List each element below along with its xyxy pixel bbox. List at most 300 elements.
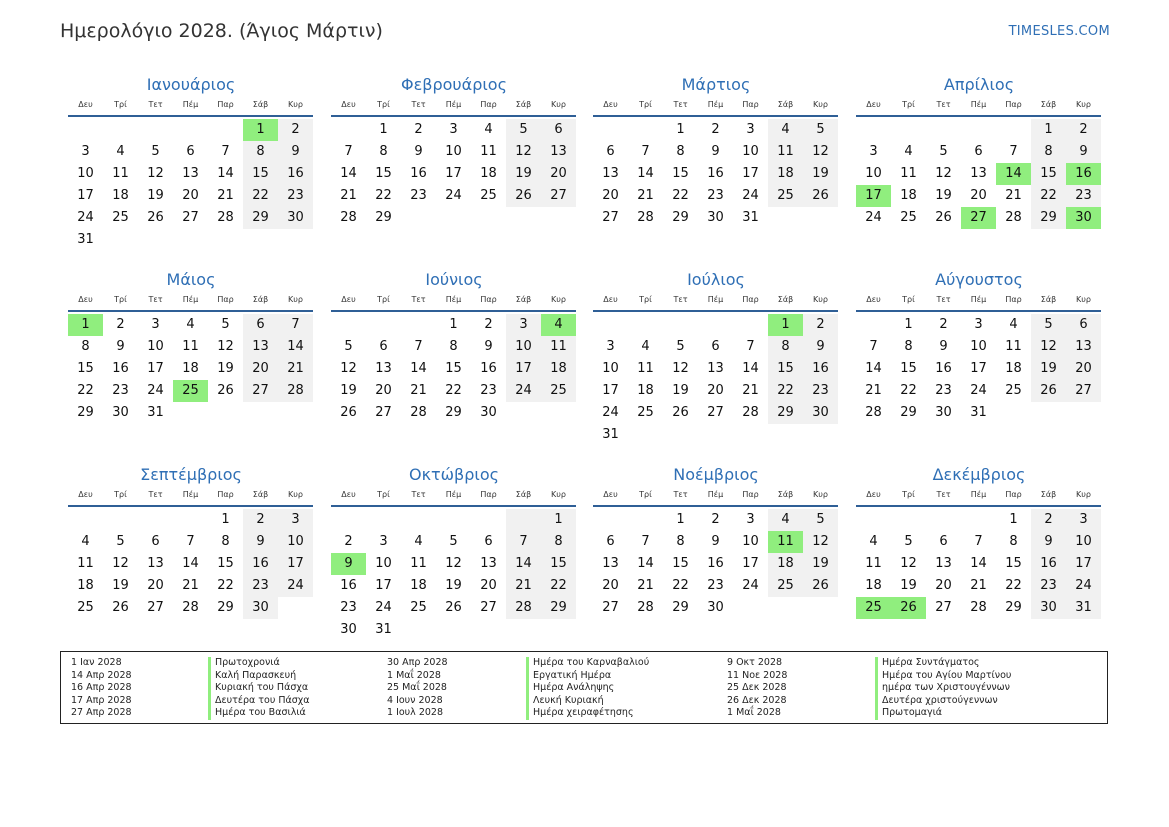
day-cell[interactable]: 12 — [672, 361, 689, 376]
day-cell[interactable]: 16 — [935, 361, 952, 376]
day-cell[interactable]: 18 — [1005, 361, 1022, 376]
day-cell[interactable]: 9 — [711, 534, 720, 549]
day-cell[interactable]: 31 — [970, 405, 987, 420]
holiday-day-cell[interactable]: 14 — [996, 163, 1031, 185]
day-cell[interactable]: 19 — [147, 188, 164, 203]
day-cell[interactable]: 14 — [865, 361, 882, 376]
day-cell[interactable]: 13 — [602, 166, 619, 181]
day-cell[interactable]: 8 — [243, 141, 278, 163]
day-cell[interactable]: 27 — [707, 405, 724, 420]
holiday-day-cell[interactable]: 1 — [68, 314, 103, 336]
day-cell[interactable]: 18 — [182, 361, 199, 376]
day-cell[interactable]: 30 — [803, 402, 838, 424]
day-cell[interactable]: 10 — [147, 339, 164, 354]
day-cell[interactable]: 21 — [217, 188, 234, 203]
day-cell[interactable]: 7 — [974, 534, 983, 549]
day-cell[interactable]: 23 — [1031, 575, 1066, 597]
day-cell[interactable]: 21 — [970, 578, 987, 593]
day-cell[interactable]: 18 — [637, 383, 654, 398]
day-cell[interactable]: 24 — [77, 210, 94, 225]
day-cell[interactable]: 26 — [445, 600, 462, 615]
day-cell[interactable]: 7 — [414, 339, 423, 354]
day-cell[interactable]: 3 — [81, 144, 90, 159]
day-cell[interactable]: 6 — [484, 534, 493, 549]
day-cell[interactable]: 21 — [742, 383, 759, 398]
day-cell[interactable]: 1 — [904, 317, 913, 332]
day-cell[interactable]: 19 — [900, 578, 917, 593]
day-cell[interactable]: 19 — [803, 163, 838, 185]
day-cell[interactable]: 15 — [1005, 556, 1022, 571]
day-cell[interactable]: 3 — [869, 144, 878, 159]
day-cell[interactable]: 13 — [375, 361, 392, 376]
day-cell[interactable]: 24 — [506, 380, 541, 402]
day-cell[interactable]: 4 — [641, 339, 650, 354]
day-cell[interactable]: 14 — [182, 556, 199, 571]
day-cell[interactable]: 20 — [1066, 358, 1101, 380]
day-cell[interactable]: 5 — [151, 144, 160, 159]
day-cell[interactable]: 9 — [116, 339, 125, 354]
day-cell[interactable]: 5 — [344, 339, 353, 354]
day-cell[interactable]: 21 — [278, 358, 313, 380]
day-cell[interactable]: 12 — [217, 339, 234, 354]
day-cell[interactable]: 27 — [375, 405, 392, 420]
day-cell[interactable]: 30 — [243, 597, 278, 619]
day-cell[interactable]: 8 — [768, 336, 803, 358]
day-cell[interactable]: 26 — [112, 600, 129, 615]
day-cell[interactable]: 15 — [77, 361, 94, 376]
day-cell[interactable]: 11 — [410, 556, 427, 571]
day-cell[interactable]: 30 — [707, 210, 724, 225]
day-cell[interactable]: 30 — [707, 600, 724, 615]
day-cell[interactable]: 22 — [672, 578, 689, 593]
day-cell[interactable]: 25 — [112, 210, 129, 225]
day-cell[interactable]: 5 — [939, 144, 948, 159]
day-cell[interactable]: 7 — [506, 531, 541, 553]
day-cell[interactable]: 2 — [1066, 119, 1101, 141]
day-cell[interactable]: 22 — [672, 188, 689, 203]
day-cell[interactable]: 12 — [803, 141, 838, 163]
day-cell[interactable]: 10 — [602, 361, 619, 376]
day-cell[interactable]: 16 — [707, 166, 724, 181]
day-cell[interactable]: 28 — [340, 210, 357, 225]
day-cell[interactable]: 7 — [278, 314, 313, 336]
day-cell[interactable]: 4 — [1009, 317, 1018, 332]
day-cell[interactable]: 25 — [480, 188, 497, 203]
day-cell[interactable]: 20 — [707, 383, 724, 398]
day-cell[interactable]: 19 — [935, 188, 952, 203]
day-cell[interactable]: 18 — [865, 578, 882, 593]
holiday-day-cell[interactable]: 9 — [331, 553, 366, 575]
day-cell[interactable]: 19 — [340, 383, 357, 398]
day-cell[interactable]: 31 — [375, 622, 392, 637]
day-cell[interactable]: 5 — [449, 534, 458, 549]
day-cell[interactable]: 10 — [970, 339, 987, 354]
day-cell[interactable]: 8 — [904, 339, 913, 354]
day-cell[interactable]: 9 — [278, 141, 313, 163]
day-cell[interactable]: 21 — [410, 383, 427, 398]
day-cell[interactable]: 27 — [541, 185, 576, 207]
holiday-day-cell[interactable]: 11 — [768, 531, 803, 553]
day-cell[interactable]: 21 — [1005, 188, 1022, 203]
day-cell[interactable]: 11 — [637, 361, 654, 376]
day-cell[interactable]: 10 — [742, 534, 759, 549]
day-cell[interactable]: 30 — [112, 405, 129, 420]
day-cell[interactable]: 26 — [1031, 380, 1066, 402]
day-cell[interactable]: 20 — [541, 163, 576, 185]
day-cell[interactable]: 26 — [217, 383, 234, 398]
day-cell[interactable]: 23 — [707, 578, 724, 593]
day-cell[interactable]: 24 — [742, 188, 759, 203]
day-cell[interactable]: 2 — [803, 314, 838, 336]
day-cell[interactable]: 4 — [768, 509, 803, 531]
day-cell[interactable]: 18 — [541, 358, 576, 380]
day-cell[interactable]: 4 — [116, 144, 125, 159]
day-cell[interactable]: 12 — [803, 531, 838, 553]
day-cell[interactable]: 23 — [935, 383, 952, 398]
day-cell[interactable]: 14 — [506, 553, 541, 575]
day-cell[interactable]: 10 — [865, 166, 882, 181]
day-cell[interactable]: 23 — [1066, 185, 1101, 207]
holiday-day-cell[interactable]: 30 — [1066, 207, 1101, 229]
day-cell[interactable]: 6 — [379, 339, 388, 354]
day-cell[interactable]: 4 — [904, 144, 913, 159]
day-cell[interactable]: 6 — [151, 534, 160, 549]
day-cell[interactable]: 28 — [410, 405, 427, 420]
day-cell[interactable]: 26 — [803, 185, 838, 207]
holiday-day-cell[interactable]: 16 — [1066, 163, 1101, 185]
day-cell[interactable]: 24 — [742, 578, 759, 593]
day-cell[interactable]: 24 — [375, 600, 392, 615]
day-cell[interactable]: 7 — [344, 144, 353, 159]
day-cell[interactable]: 29 — [768, 402, 803, 424]
day-cell[interactable]: 26 — [340, 405, 357, 420]
day-cell[interactable]: 31 — [147, 405, 164, 420]
day-cell[interactable]: 2 — [484, 317, 493, 332]
day-cell[interactable]: 12 — [1031, 336, 1066, 358]
day-cell[interactable]: 7 — [1009, 144, 1018, 159]
day-cell[interactable]: 17 — [742, 556, 759, 571]
day-cell[interactable]: 27 — [480, 600, 497, 615]
day-cell[interactable]: 8 — [676, 534, 685, 549]
day-cell[interactable]: 5 — [803, 119, 838, 141]
day-cell[interactable]: 11 — [541, 336, 576, 358]
day-cell[interactable]: 4 — [81, 534, 90, 549]
day-cell[interactable]: 15 — [243, 163, 278, 185]
day-cell[interactable]: 22 — [541, 575, 576, 597]
day-cell[interactable]: 2 — [278, 119, 313, 141]
day-cell[interactable]: 24 — [602, 405, 619, 420]
day-cell[interactable]: 1 — [221, 512, 230, 527]
day-cell[interactable]: 9 — [939, 339, 948, 354]
day-cell[interactable]: 27 — [602, 210, 619, 225]
day-cell[interactable]: 6 — [186, 144, 195, 159]
day-cell[interactable]: 13 — [182, 166, 199, 181]
day-cell[interactable]: 21 — [182, 578, 199, 593]
day-cell[interactable]: 18 — [77, 578, 94, 593]
day-cell[interactable]: 11 — [768, 141, 803, 163]
day-cell[interactable]: 5 — [904, 534, 913, 549]
day-cell[interactable]: 3 — [606, 339, 615, 354]
day-cell[interactable]: 29 — [77, 405, 94, 420]
day-cell[interactable]: 5 — [116, 534, 125, 549]
day-cell[interactable]: 28 — [865, 405, 882, 420]
day-cell[interactable]: 8 — [449, 339, 458, 354]
day-cell[interactable]: 8 — [1009, 534, 1018, 549]
day-cell[interactable]: 17 — [375, 578, 392, 593]
day-cell[interactable]: 7 — [641, 144, 650, 159]
day-cell[interactable]: 4 — [869, 534, 878, 549]
day-cell[interactable]: 31 — [1066, 597, 1101, 619]
day-cell[interactable]: 30 — [935, 405, 952, 420]
day-cell[interactable]: 29 — [1005, 600, 1022, 615]
day-cell[interactable]: 1 — [449, 317, 458, 332]
day-cell[interactable]: 11 — [182, 339, 199, 354]
day-cell[interactable]: 3 — [746, 122, 755, 137]
day-cell[interactable]: 9 — [414, 144, 423, 159]
day-cell[interactable]: 25 — [900, 210, 917, 225]
day-cell[interactable]: 26 — [672, 405, 689, 420]
day-cell[interactable]: 16 — [480, 361, 497, 376]
day-cell[interactable]: 20 — [935, 578, 952, 593]
day-cell[interactable]: 4 — [186, 317, 195, 332]
day-cell[interactable]: 29 — [217, 600, 234, 615]
day-cell[interactable]: 3 — [974, 317, 983, 332]
day-cell[interactable]: 14 — [637, 166, 654, 181]
day-cell[interactable]: 1 — [676, 122, 685, 137]
holiday-day-cell[interactable]: 26 — [891, 597, 926, 619]
day-cell[interactable]: 2 — [414, 122, 423, 137]
day-cell[interactable]: 27 — [935, 600, 952, 615]
day-cell[interactable]: 6 — [541, 119, 576, 141]
day-cell[interactable]: 1 — [1031, 119, 1066, 141]
day-cell[interactable]: 19 — [803, 553, 838, 575]
day-cell[interactable]: 29 — [900, 405, 917, 420]
day-cell[interactable]: 2 — [1031, 509, 1066, 531]
day-cell[interactable]: 30 — [1031, 597, 1066, 619]
day-cell[interactable]: 13 — [541, 141, 576, 163]
day-cell[interactable]: 5 — [221, 317, 230, 332]
day-cell[interactable]: 18 — [768, 553, 803, 575]
day-cell[interactable]: 14 — [410, 361, 427, 376]
day-cell[interactable]: 19 — [445, 578, 462, 593]
day-cell[interactable]: 22 — [77, 383, 94, 398]
day-cell[interactable]: 7 — [746, 339, 755, 354]
day-cell[interactable]: 24 — [147, 383, 164, 398]
day-cell[interactable]: 19 — [506, 163, 541, 185]
day-cell[interactable]: 21 — [637, 578, 654, 593]
day-cell[interactable]: 29 — [445, 405, 462, 420]
day-cell[interactable]: 17 — [445, 166, 462, 181]
day-cell[interactable]: 17 — [602, 383, 619, 398]
day-cell[interactable]: 12 — [112, 556, 129, 571]
day-cell[interactable]: 24 — [1066, 575, 1101, 597]
day-cell[interactable]: 1 — [1009, 512, 1018, 527]
day-cell[interactable]: 4 — [484, 122, 493, 137]
day-cell[interactable]: 24 — [970, 383, 987, 398]
day-cell[interactable]: 13 — [1066, 336, 1101, 358]
day-cell[interactable]: 22 — [375, 188, 392, 203]
brand-link[interactable]: TIMESLES.COM — [1008, 24, 1110, 39]
day-cell[interactable]: 12 — [147, 166, 164, 181]
day-cell[interactable]: 15 — [217, 556, 234, 571]
day-cell[interactable]: 8 — [541, 531, 576, 553]
day-cell[interactable]: 20 — [182, 188, 199, 203]
day-cell[interactable]: 11 — [77, 556, 94, 571]
day-cell[interactable]: 5 — [803, 509, 838, 531]
day-cell[interactable]: 2 — [243, 509, 278, 531]
day-cell[interactable]: 10 — [77, 166, 94, 181]
day-cell[interactable]: 16 — [1031, 553, 1066, 575]
day-cell[interactable]: 13 — [243, 336, 278, 358]
day-cell[interactable]: 10 — [742, 144, 759, 159]
day-cell[interactable]: 28 — [637, 600, 654, 615]
day-cell[interactable]: 16 — [707, 556, 724, 571]
day-cell[interactable]: 30 — [278, 207, 313, 229]
day-cell[interactable]: 19 — [672, 383, 689, 398]
day-cell[interactable]: 1 — [379, 122, 388, 137]
day-cell[interactable]: 14 — [742, 361, 759, 376]
day-cell[interactable]: 2 — [939, 317, 948, 332]
day-cell[interactable]: 6 — [1066, 314, 1101, 336]
day-cell[interactable]: 22 — [768, 380, 803, 402]
day-cell[interactable]: 3 — [278, 509, 313, 531]
day-cell[interactable]: 1 — [541, 509, 576, 531]
day-cell[interactable]: 21 — [865, 383, 882, 398]
day-cell[interactable]: 12 — [506, 141, 541, 163]
holiday-day-cell[interactable]: 27 — [961, 207, 996, 229]
day-cell[interactable]: 25 — [637, 405, 654, 420]
day-cell[interactable]: 13 — [147, 556, 164, 571]
day-cell[interactable]: 17 — [970, 361, 987, 376]
day-cell[interactable]: 25 — [410, 600, 427, 615]
day-cell[interactable]: 25 — [541, 380, 576, 402]
day-cell[interactable]: 20 — [480, 578, 497, 593]
day-cell[interactable]: 11 — [112, 166, 129, 181]
day-cell[interactable]: 29 — [1031, 207, 1066, 229]
day-cell[interactable]: 12 — [340, 361, 357, 376]
day-cell[interactable]: 29 — [541, 597, 576, 619]
day-cell[interactable]: 8 — [1031, 141, 1066, 163]
day-cell[interactable]: 14 — [217, 166, 234, 181]
day-cell[interactable]: 29 — [375, 210, 392, 225]
day-cell[interactable]: 5 — [676, 339, 685, 354]
day-cell[interactable]: 11 — [900, 166, 917, 181]
day-cell[interactable]: 22 — [243, 185, 278, 207]
day-cell[interactable]: 28 — [278, 380, 313, 402]
day-cell[interactable]: 18 — [768, 163, 803, 185]
day-cell[interactable]: 6 — [939, 534, 948, 549]
day-cell[interactable]: 25 — [768, 575, 803, 597]
day-cell[interactable]: 9 — [1066, 141, 1101, 163]
day-cell[interactable]: 7 — [221, 144, 230, 159]
day-cell[interactable]: 14 — [637, 556, 654, 571]
day-cell[interactable]: 15 — [541, 553, 576, 575]
day-cell[interactable]: 13 — [970, 166, 987, 181]
day-cell[interactable]: 18 — [480, 166, 497, 181]
day-cell[interactable]: 2 — [711, 512, 720, 527]
holiday-day-cell[interactable]: 1 — [243, 119, 278, 141]
day-cell[interactable]: 13 — [935, 556, 952, 571]
day-cell[interactable]: 20 — [147, 578, 164, 593]
day-cell[interactable]: 15 — [900, 361, 917, 376]
day-cell[interactable]: 1 — [676, 512, 685, 527]
day-cell[interactable]: 27 — [243, 380, 278, 402]
day-cell[interactable]: 9 — [1031, 531, 1066, 553]
day-cell[interactable]: 11 — [865, 556, 882, 571]
day-cell[interactable]: 22 — [900, 383, 917, 398]
day-cell[interactable]: 14 — [278, 336, 313, 358]
day-cell[interactable]: 27 — [182, 210, 199, 225]
day-cell[interactable]: 23 — [278, 185, 313, 207]
day-cell[interactable]: 30 — [480, 405, 497, 420]
day-cell[interactable]: 3 — [506, 314, 541, 336]
day-cell[interactable]: 10 — [506, 336, 541, 358]
day-cell[interactable]: 11 — [480, 144, 497, 159]
day-cell[interactable]: 20 — [602, 188, 619, 203]
day-cell[interactable]: 27 — [1066, 380, 1101, 402]
day-cell[interactable]: 28 — [637, 210, 654, 225]
day-cell[interactable]: 7 — [869, 339, 878, 354]
day-cell[interactable]: 20 — [243, 358, 278, 380]
day-cell[interactable]: 16 — [803, 358, 838, 380]
day-cell[interactable]: 7 — [186, 534, 195, 549]
day-cell[interactable]: 3 — [1066, 509, 1101, 531]
day-cell[interactable]: 7 — [641, 534, 650, 549]
day-cell[interactable]: 20 — [375, 383, 392, 398]
day-cell[interactable]: 3 — [449, 122, 458, 137]
day-cell[interactable]: 22 — [1031, 185, 1066, 207]
day-cell[interactable]: 8 — [379, 144, 388, 159]
day-cell[interactable]: 15 — [445, 361, 462, 376]
day-cell[interactable]: 23 — [707, 188, 724, 203]
day-cell[interactable]: 13 — [480, 556, 497, 571]
day-cell[interactable]: 3 — [151, 317, 160, 332]
day-cell[interactable]: 6 — [711, 339, 720, 354]
day-cell[interactable]: 26 — [935, 210, 952, 225]
day-cell[interactable]: 18 — [900, 188, 917, 203]
day-cell[interactable]: 16 — [278, 163, 313, 185]
day-cell[interactable]: 17 — [278, 553, 313, 575]
day-cell[interactable]: 9 — [711, 144, 720, 159]
day-cell[interactable]: 8 — [676, 144, 685, 159]
day-cell[interactable]: 28 — [1005, 210, 1022, 225]
day-cell[interactable]: 21 — [340, 188, 357, 203]
holiday-day-cell[interactable]: 4 — [541, 314, 576, 336]
day-cell[interactable]: 10 — [278, 531, 313, 553]
day-cell[interactable]: 2 — [116, 317, 125, 332]
day-cell[interactable]: 13 — [707, 361, 724, 376]
day-cell[interactable]: 5 — [506, 119, 541, 141]
day-cell[interactable]: 22 — [445, 383, 462, 398]
holiday-day-cell[interactable]: 25 — [173, 380, 208, 402]
day-cell[interactable]: 24 — [865, 210, 882, 225]
day-cell[interactable]: 9 — [484, 339, 493, 354]
day-cell[interactable]: 20 — [602, 578, 619, 593]
day-cell[interactable]: 16 — [112, 361, 129, 376]
day-cell[interactable]: 16 — [243, 553, 278, 575]
day-cell[interactable]: 12 — [445, 556, 462, 571]
day-cell[interactable]: 30 — [340, 622, 357, 637]
day-cell[interactable]: 22 — [1005, 578, 1022, 593]
day-cell[interactable]: 5 — [1031, 314, 1066, 336]
day-cell[interactable]: 23 — [480, 383, 497, 398]
day-cell[interactable]: 12 — [935, 166, 952, 181]
day-cell[interactable]: 9 — [243, 531, 278, 553]
day-cell[interactable]: 4 — [414, 534, 423, 549]
day-cell[interactable]: 11 — [1005, 339, 1022, 354]
day-cell[interactable]: 25 — [1005, 383, 1022, 398]
day-cell[interactable]: 23 — [410, 188, 427, 203]
